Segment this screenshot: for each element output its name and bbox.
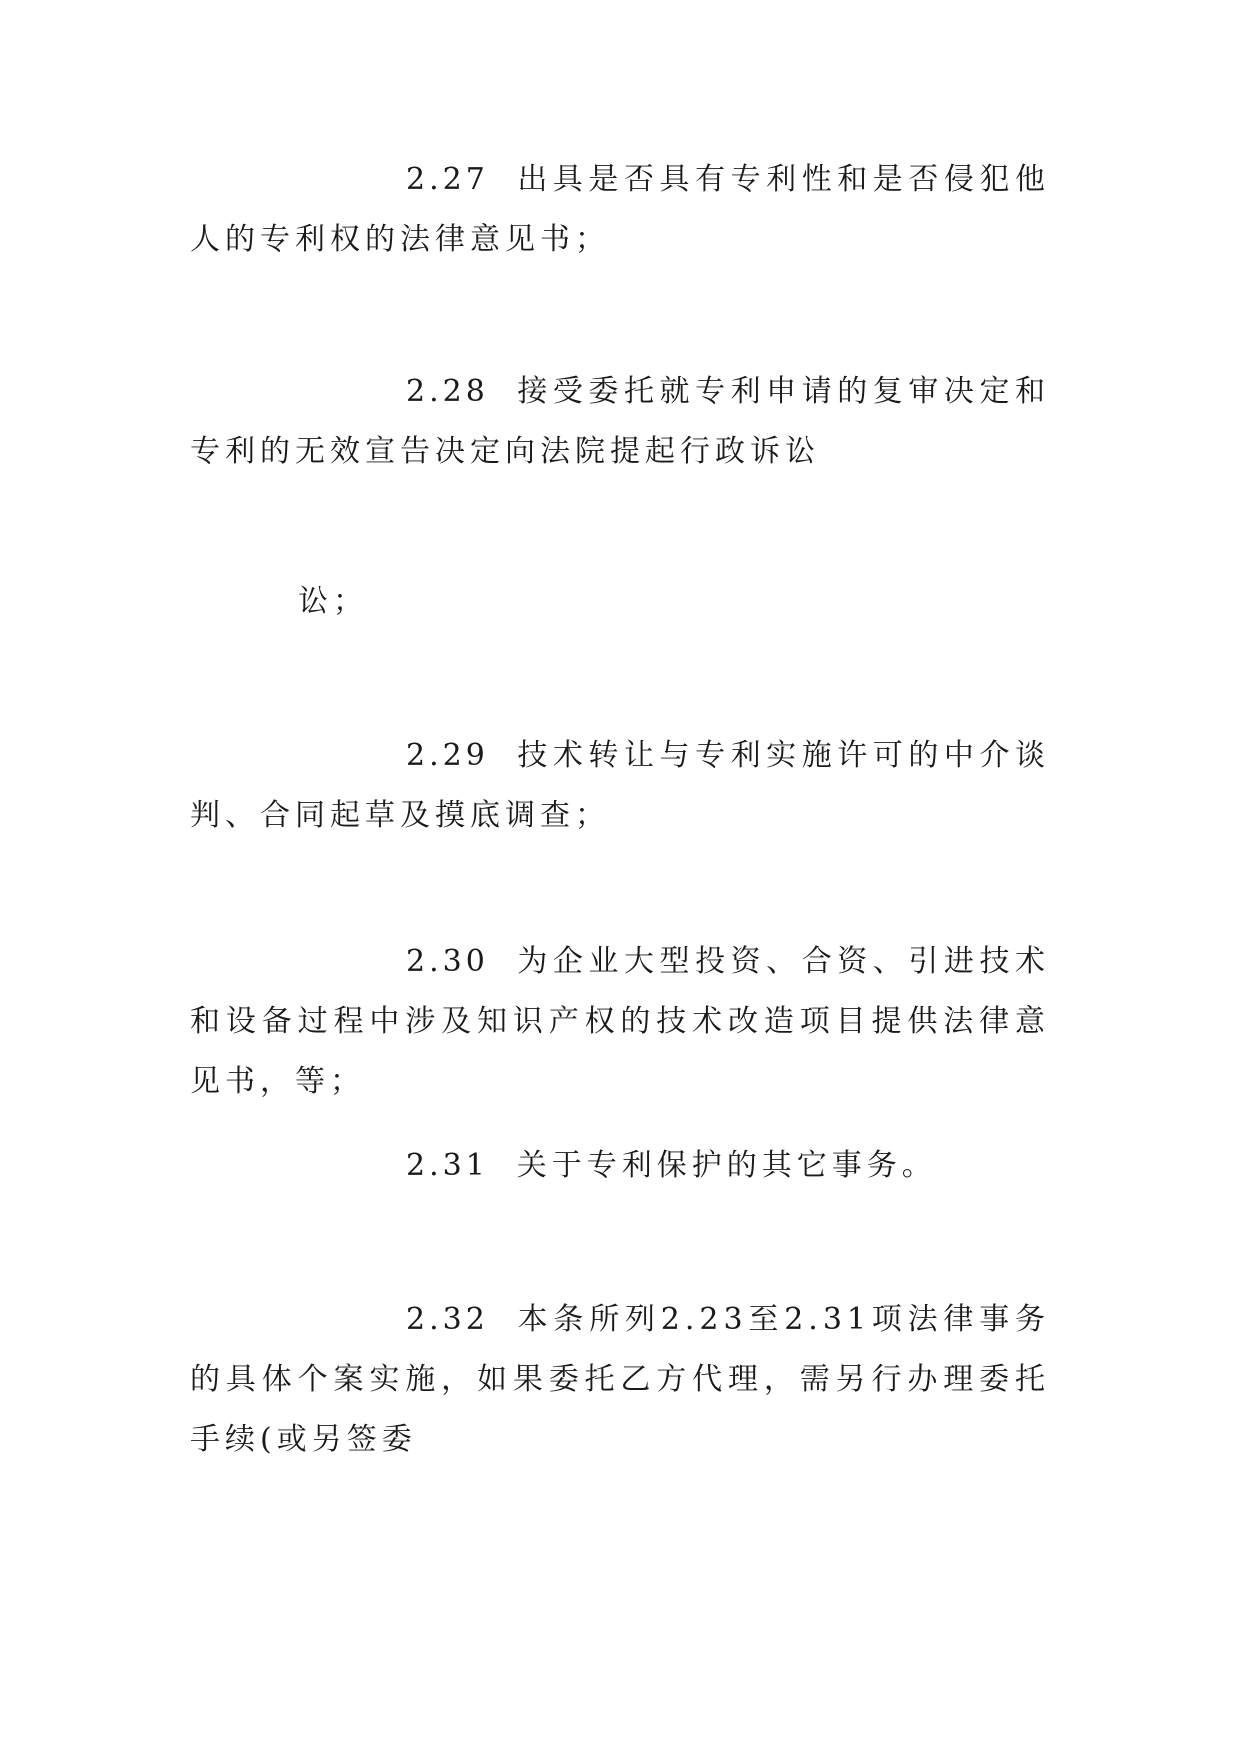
paragraph-2-30 — [190, 932, 1050, 1112]
clause-text: 为企业大型投资、合资、引进技术和设备过程中涉及知识产权的技术改造项目提供法律意见书，等； — [190, 944, 1050, 1099]
clause-text: 接受委托就专利申请的复审决定和专利的无效宣告决定向法院提起行政诉讼 — [190, 374, 1050, 469]
paragraph-2-31 — [190, 1136, 1050, 1196]
clause-number: 2.27 — [406, 162, 489, 197]
paragraph-continuation — [190, 572, 1050, 632]
clause-text: 讼； — [298, 584, 368, 619]
clause-number: 2.32 — [406, 1302, 489, 1337]
paragraph-2-28 — [190, 362, 1050, 482]
paragraph-2-29 — [190, 726, 1050, 846]
clause-text: 技术转让与专利实施许可的中介谈判、合同起草及摸底调查； — [190, 738, 1050, 833]
clause-number: 2.29 — [406, 738, 489, 773]
paragraph-2-32 — [190, 1290, 1050, 1470]
clause-number: 2.31 — [406, 1148, 489, 1183]
clause-text: 关于专利保护的其它事务。 — [516, 1148, 937, 1183]
clause-number: 2.30 — [406, 944, 489, 979]
clause-text: 出具是否具有专利性和是否侵犯他人的专利权的法律意见书； — [190, 162, 1050, 257]
clause-number: 2.28 — [406, 374, 489, 409]
paragraph-2-27 — [190, 150, 1050, 270]
clause-text: 本条所列2.23至2.31项法律事务的具体个案实施，如果委托乙方代理，需另行办理委托手续(或另签委 — [190, 1302, 1050, 1457]
